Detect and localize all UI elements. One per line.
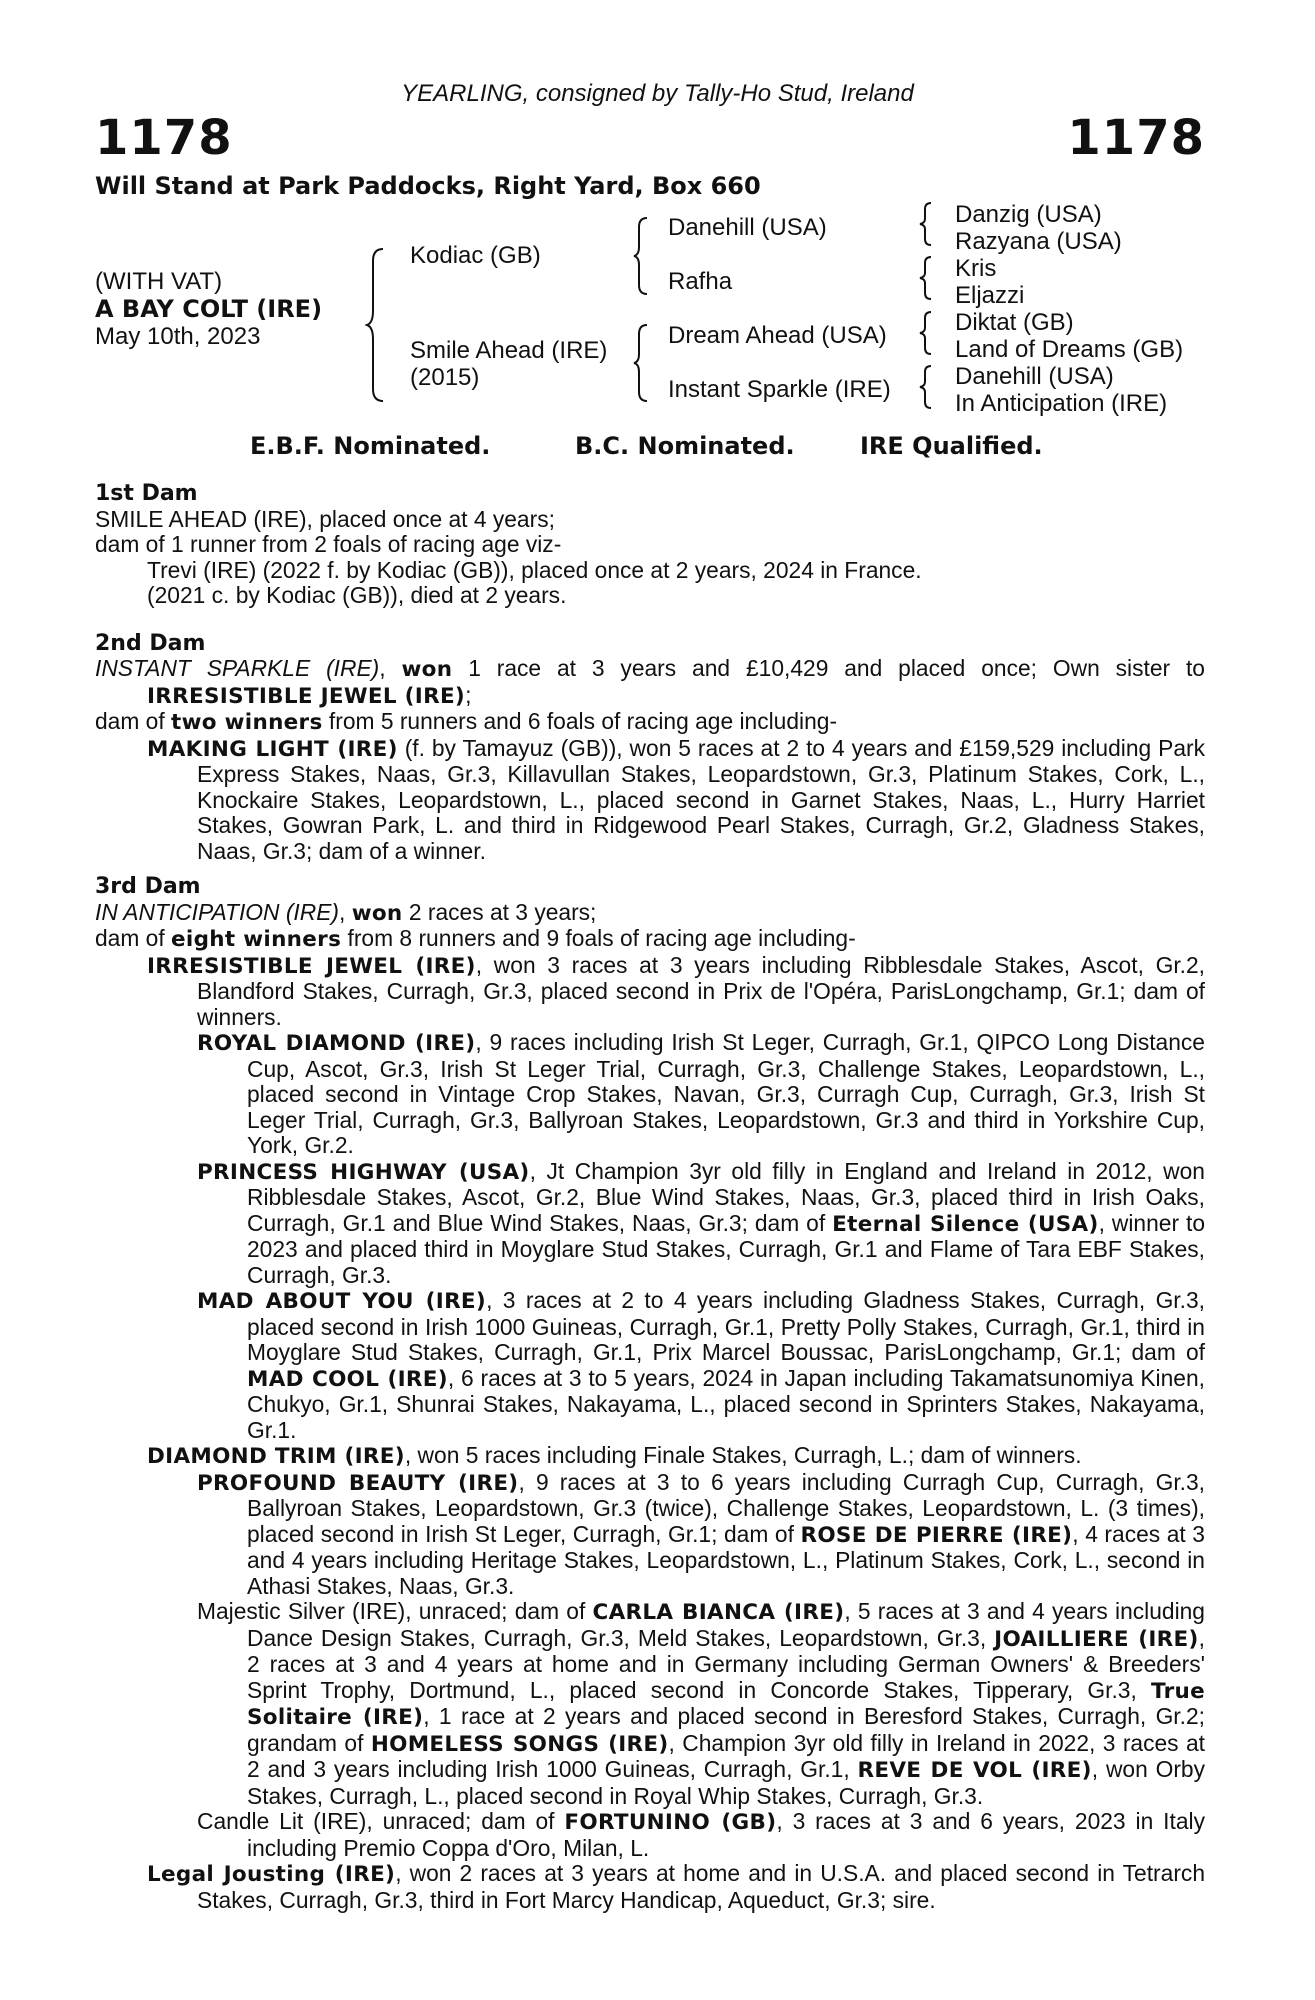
pedigree-brace-2a xyxy=(632,215,650,297)
produce-entry: Legal Jousting (IRE), won 2 races at 3 years at home and in U.S.A. and placed second in Tetrarch Stakes, Curragh, Gr.3, third in Fort Marcy Handicap, Aqueduct, Gr.3; sire. xyxy=(147,1860,1205,1913)
horse-ref: MAD COOL (IRE) xyxy=(247,1366,448,1392)
horse-name: A BAY COLT (IRE) xyxy=(95,295,323,323)
horse-ref: Legal Jousting (IRE) xyxy=(147,1862,396,1887)
sire-sire: Danehill (USA) xyxy=(668,214,827,241)
produce-entry: MAD ABOUT YOU (IRE), 3 races at 2 to 4 years including Gladness Stakes, Curragh, Gr.3, placed second in Irish 1000 Guineas, Curragh, Gr.1, Pretty Polly Stakes, Curragh, Gr.1, third in Moyglare Stud Stakes, Curragh, Gr.1, Prix Marcel Boussac, ParisLongchamp, Gr.1; dam of MAD COOL (IRE), 6 races at 3 to 5 years, 2024 in Japan including Takamatsunomiya Kinen, Chukyo, Gr.1, Shunrai Stakes, Nakayama, L., placed second in Sprinters Stakes, Nakayama, Gr.1. xyxy=(197,1287,1205,1443)
produce-entry: IRRESISTIBLE JEWEL (IRE), won 3 races at 3 years including Ribblesdale Stakes, Ascot, Gr.2, Blandford Stakes, Curragh, Gr.3, placed second in Prix de l'Opéra, ParisLongchamp, Gr.1; dam of winners. xyxy=(147,951,1206,1030)
bc-nomination: B.C. Nominated. xyxy=(575,432,795,460)
horse-ref: True Solitaire (IRE) xyxy=(247,1678,1205,1730)
second-dam-record: INSTANT SPARKLE (IRE), won 1 race at 3 years and £10,429 and placed once; Own sister to IRRESISTIBLE JEWEL (IRE); xyxy=(95,655,1205,709)
produce-entry: DIAMOND TRIM (IRE), won 5 races including Finale Stakes, Curragh, L.; dam of winners. xyxy=(147,1442,1082,1469)
horse-ref: REVE DE VOL (IRE) xyxy=(857,1758,1092,1783)
produce-entry: Trevi (IRE) (2022 f. by Kodiac (GB)), placed once at 2 years, 2024 in France. xyxy=(147,556,922,583)
catalogue-body xyxy=(95,481,1205,1913)
pedigree-brace-2b xyxy=(632,322,650,404)
horse-ref: DIAMOND TRIM (IRE) xyxy=(147,1444,405,1469)
dam-name: IN ANTICIPATION (IRE) xyxy=(95,898,340,925)
horse-ref: FORTUNINO (GB) xyxy=(564,1810,777,1835)
lot-number-left: 1178 xyxy=(95,110,233,166)
produce-entry: Candle Lit (IRE), unraced; dam of FORTUNINO (GB), 3 races at 3 and 6 years, 2023 in Italy including Premio Coppa d'Oro, Milan, L. xyxy=(197,1808,1205,1861)
third-dam-produce: dam of eight winners from 8 runners and 9 foals of racing age including- xyxy=(95,925,856,952)
first-dam-heading: 1st Dam xyxy=(95,481,198,506)
horse-ref: MAD ABOUT YOU (IRE) xyxy=(197,1289,487,1314)
produce-entry: MAKING LIGHT (IRE) (f. by Tamayuz (GB)), won 5 races at 2 to 4 years and £159,529 including Park Express Stakes, Naas, Gr.3, Killavullan Stakes, Leopardstown, Gr.3, Platinum Stakes, Cork, L., Knockaire Stakes, Leopardstown, L., placed second in Garnet Stakes, Naas, L., Hurry Harriet Stakes, Gowran Park, L. and third in Ridgewood Pearl Stakes, Curragh, Gr.2, Gladness Stakes, Naas, Gr.3; dam of a winner. xyxy=(147,734,1205,864)
gg-7: Danehill (USA) xyxy=(955,363,1114,390)
gg-4: Eljazzi xyxy=(955,282,1025,309)
third-dam-record: IN ANTICIPATION (IRE), won 2 races at 3 years; xyxy=(95,898,597,926)
dam-name: INSTANT SPARKLE (IRE) xyxy=(95,655,380,681)
foaling-date: May 10th, 2023 xyxy=(95,323,261,350)
horse-ref: Eternal Silence (USA) xyxy=(832,1211,1099,1237)
gg-5: Diktat (GB) xyxy=(955,309,1074,336)
second-dam-produce: dam of two winners from 5 runners and 6 foals of racing age including- xyxy=(95,708,838,735)
horse-ref: MAKING LIGHT (IRE) xyxy=(147,736,398,762)
produce-entry: ROYAL DIAMOND (IRE), 9 races including Irish St Leger, Curragh, Gr.1, QIPCO Long Distance Cup, Ascot, Gr.3, Irish St Leger Trial, Curragh, Gr.3, Challenge Stakes, Leopardstown, L., placed second in Vintage Crop Stakes, Navan, Gr.3, Curragh Cup, Curragh, Gr.3, Irish St Leger Trial, Curragh, Gr.3, Ballyroan Stakes, Leopardstown, Gr.3 and third in Yorkshire Cup, York, Gr.2. xyxy=(197,1029,1205,1158)
ire-qualified: IRE Qualified. xyxy=(860,432,1043,460)
sire-dam: Rafha xyxy=(668,268,733,295)
second-dam-heading: 2nd Dam xyxy=(95,630,206,656)
first-dam-produce: dam of 1 runner from 2 foals of racing age viz- xyxy=(95,531,562,557)
dam-dam: Instant Sparkle (IRE) xyxy=(668,376,891,403)
gg-3: Kris xyxy=(955,255,997,282)
horse-ref: IRRESISTIBLE JEWEL (IRE) xyxy=(147,953,476,979)
gg-2: Razyana (USA) xyxy=(955,228,1122,255)
horse-ref: PROFOUND BEAUTY (IRE) xyxy=(197,1470,519,1496)
pedigree-brace-1 xyxy=(365,245,387,405)
dam-year: (2015) xyxy=(410,364,480,391)
third-dam-heading: 3rd Dam xyxy=(95,874,201,899)
vat-note: (WITH VAT) xyxy=(95,268,223,295)
consignment-line: YEARLING, consigned by Tally-Ho Stud, Ireland xyxy=(401,80,914,107)
gg-1: Danzig (USA) xyxy=(955,201,1102,228)
horse-ref: PRINCESS HIGHWAY (USA) xyxy=(197,1159,530,1185)
horse-ref: ROYAL DIAMOND (IRE) xyxy=(197,1031,476,1056)
horse-ref: ROSE DE PIERRE (IRE) xyxy=(800,1522,1073,1548)
first-dam-line: SMILE AHEAD (IRE), placed once at 4 years; xyxy=(95,505,555,532)
horse-ref: CARLA BIANCA (IRE) xyxy=(592,1600,845,1625)
horse-ref: JOAILLIERE (IRE) xyxy=(994,1626,1199,1652)
pedigree-brace-3b xyxy=(918,254,934,302)
sire: Kodiac (GB) xyxy=(410,242,541,269)
gg-6: Land of Dreams (GB) xyxy=(955,336,1184,363)
pedigree-brace-3c xyxy=(918,309,934,357)
produce-entry: PRINCESS HIGHWAY (USA), Jt Champion 3yr old filly in England and Ireland in 2012, won Ribblesdale Stakes, Ascot, Gr.2, Blue Wind Stakes, Naas, Gr.3, placed third in Irish Oaks, Curragh, Gr.1 and Blue Wind Stakes, Naas, Gr.3; dam of Eternal Silence (USA), winner to 2023 and placed third in Moyglare Stud Stakes, Curragh, Gr.1 and Flame of Tara EBF Stakes, Curragh, Gr.3. xyxy=(197,1157,1206,1288)
dam-sire: Dream Ahead (USA) xyxy=(668,322,887,349)
lot-number-right: 1178 xyxy=(1067,110,1205,166)
dam: Smile Ahead (IRE) xyxy=(410,337,608,364)
sister-name: IRRESISTIBLE JEWEL (IRE) xyxy=(147,683,466,709)
ebf-nomination: E.B.F. Nominated. xyxy=(250,432,491,460)
pedigree-brace-3a xyxy=(918,200,934,248)
gg-8: In Anticipation (IRE) xyxy=(955,390,1168,417)
produce-entry: (2021 c. by Kodiac (GB)), died at 2 years. xyxy=(147,582,567,608)
horse-ref: HOMELESS SONGS (IRE) xyxy=(370,1731,669,1757)
produce-entry: Majestic Silver (IRE), unraced; dam of CARLA BIANCA (IRE), 5 races at 3 and 4 years including Dance Design Stakes, Curragh, Gr.3, Meld Stakes, Leopardstown, Gr.3, JOAILLIERE (IRE), 2 races at 3 and 4 years at home and in Germany including German Owners' & Breeders' Sprint Trophy, Dortmund, L., placed second in Concorde Stakes, Tipperary, Gr.3, True Solitaire (IRE), 1 race at 2 years and placed second in Beresford Stakes, Curragh, Gr.2; grandam of HOMELESS SONGS (IRE), Champion 3yr old filly in Ireland in 2022, 3 races at 2 and 3 years including Irish 1000 Guineas, Curragh, Gr.1, REVE DE VOL (IRE), won Orby Stakes, Curragh, L., placed second in Royal Whip Stakes, Curragh, Gr.3. xyxy=(197,1598,1206,1809)
produce-entry: PROFOUND BEAUTY (IRE), 9 races at 3 to 6 years including Curragh Cup, Curragh, Gr.3, Ballyroan Stakes, Leopardstown, Gr.3 (twice), Challenge Stakes, Leopardstown, L. (3 times), placed second in Irish St Leger, Curragh, Gr.1; dam of ROSE DE PIERRE (IRE), 4 races at 3 and 4 years including Heritage Stakes, Leopardstown, L., Platinum Stakes, Cork, L., second in Athasi Stakes, Naas, Gr.3. xyxy=(197,1468,1206,1599)
pedigree-brace-3d xyxy=(918,363,934,411)
stand-location: Will Stand at Park Paddocks, Right Yard, Box 660 xyxy=(95,172,761,200)
